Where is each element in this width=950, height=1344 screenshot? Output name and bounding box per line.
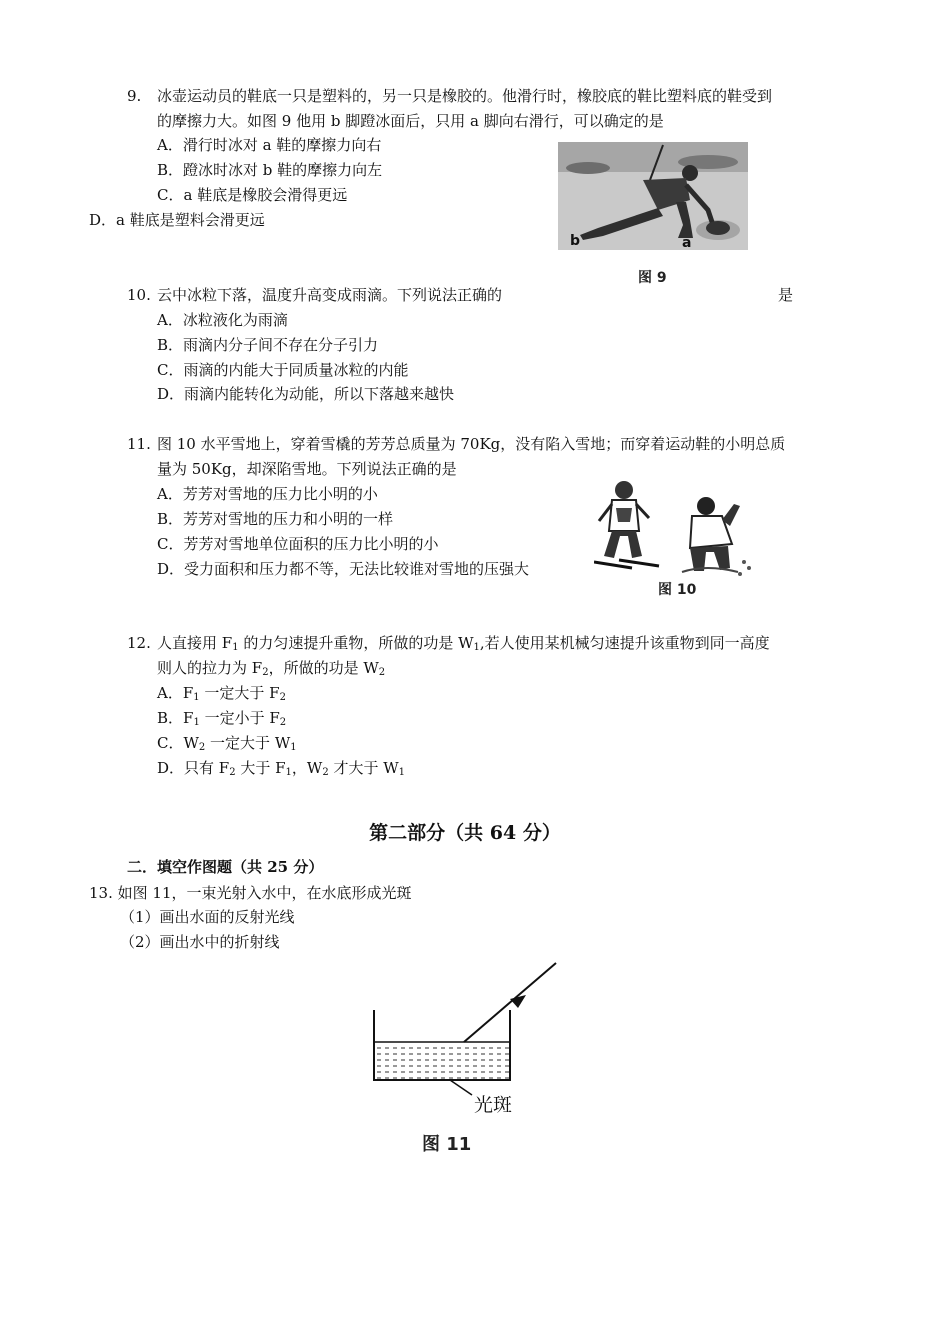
figure-10-label: 图 10 [658,582,697,598]
q11-option-c: C．芳芳对雪地单位面积的压力比小明的小 [157,535,439,553]
figure-9-label: 图 9 [638,270,667,286]
q11-stem-line1: 11. 图 10 水平雪地上，穿着雪橇的芳芳总质量为 70Kg，没有陷入雪地；而穿着运动鞋的小明总质 [127,435,786,453]
q10-option-a: A．冰粒液化为雨滴 [157,311,288,329]
q10-option-b: B．雨滴内分子间不存在分子引力 [157,336,379,354]
foot-a-label: a [682,235,692,251]
snow-pit [682,568,738,572]
figure-9-curling [558,140,750,290]
part2-title: 第二部分（共 64 分） [369,822,561,844]
q9-number: 9. [127,87,142,105]
q13-sub2: （2）画出水中的折射线 [120,933,280,951]
q11-number: 11. [127,435,151,453]
foot-b-label: b [570,233,581,249]
fangfang-legs [604,531,642,558]
fangfang-head [615,481,633,499]
q9-stem-line2: 的摩擦力大。如图 9 他用 b 脚蹬冰面后，只用 a 脚向右滑行，可以确定的是 [157,112,664,130]
q11-stem-line2: 量为 50Kg，却深陷雪地。下列说法正确的是 [157,460,457,478]
q9-stem-line1: 9. 冰壶运动员的鞋底一只是塑料的，另一只是橡胶的。他滑行时，橡胶底的鞋比塑料底的鞋受到 [127,87,773,105]
q11-option-d: D．受力面积和压力都不等，无法比较谁对雪地的压强大 [157,560,530,578]
q9-option-a: A．滑行时冰对 a 鞋的摩擦力向右 [157,136,382,154]
spot-leader-line [450,1080,472,1095]
q13-number: 13. [89,884,113,902]
q11-option-a: A．芳芳对雪地的压力比小明的小 [157,485,378,503]
section-2-heading: 二．填空作图题（共 25 分） [127,858,324,876]
water-body [375,1042,509,1079]
q10-option-d: D．雨滴内能转化为动能，所以下落越来越快 [157,385,455,403]
q9-option-b: B．蹬冰时冰对 b 鞋的摩擦力向左 [157,161,383,179]
q10-option-c: C．雨滴的内能大于同质量冰粒的内能 [157,361,409,379]
xiaoming-head [697,497,715,515]
q13-sub1: （1）画出水面的反射光线 [120,908,295,926]
figure-11-label: 图 11 [422,1134,472,1155]
q10-stem-tail: 是 [778,286,794,304]
light-spot-label: 光斑 [474,1094,513,1116]
q12-stem-line1: 12. 人直接用 $F_1$ 的力匀速提升重物，所做的功是 $W_1$,若人使用某机械匀速提升该重物到同一高度 [127,634,770,653]
q12-option-b: B．$F_1$ 一定小于 $F_2$ [157,709,287,728]
q12-stem-line2: 则人的拉力为 $F_2$，所做的功是 $W_2$ [157,659,386,678]
q13-stem: 13. 如图 11，一束光射入水中，在水底形成光斑 [89,884,412,902]
figure-11-light-water [360,955,570,1160]
ski-left [594,562,632,568]
q12-number: 12. [127,634,151,652]
ray-arrow-icon [510,995,526,1008]
ski-right [619,560,659,566]
q9-option-d: D．a 鞋底是塑料会滑更远 [89,211,265,229]
q12-option-c: C．$W_2$ 一定大于 $W_1$ [157,734,297,753]
q12-option-d: D．只有 $F_2$ 大于 $F_1$，$W_2$ 才大于 $W_1$ [157,759,406,778]
q10-number: 10. [127,286,151,304]
q9-option-c: C．a 鞋底是橡胶会滑得更远 [157,186,348,204]
q10-stem: 10. 云中冰粒下落，温度升高变成雨滴。下列说法正确的 [127,286,503,304]
curling-stone [706,221,730,235]
figure-10-snow [594,476,754,606]
q12-option-a: A．$F_1$ 一定大于 $F_2$ [157,684,286,703]
q11-option-b: B．芳芳对雪地的压力和小明的一样 [157,510,394,528]
